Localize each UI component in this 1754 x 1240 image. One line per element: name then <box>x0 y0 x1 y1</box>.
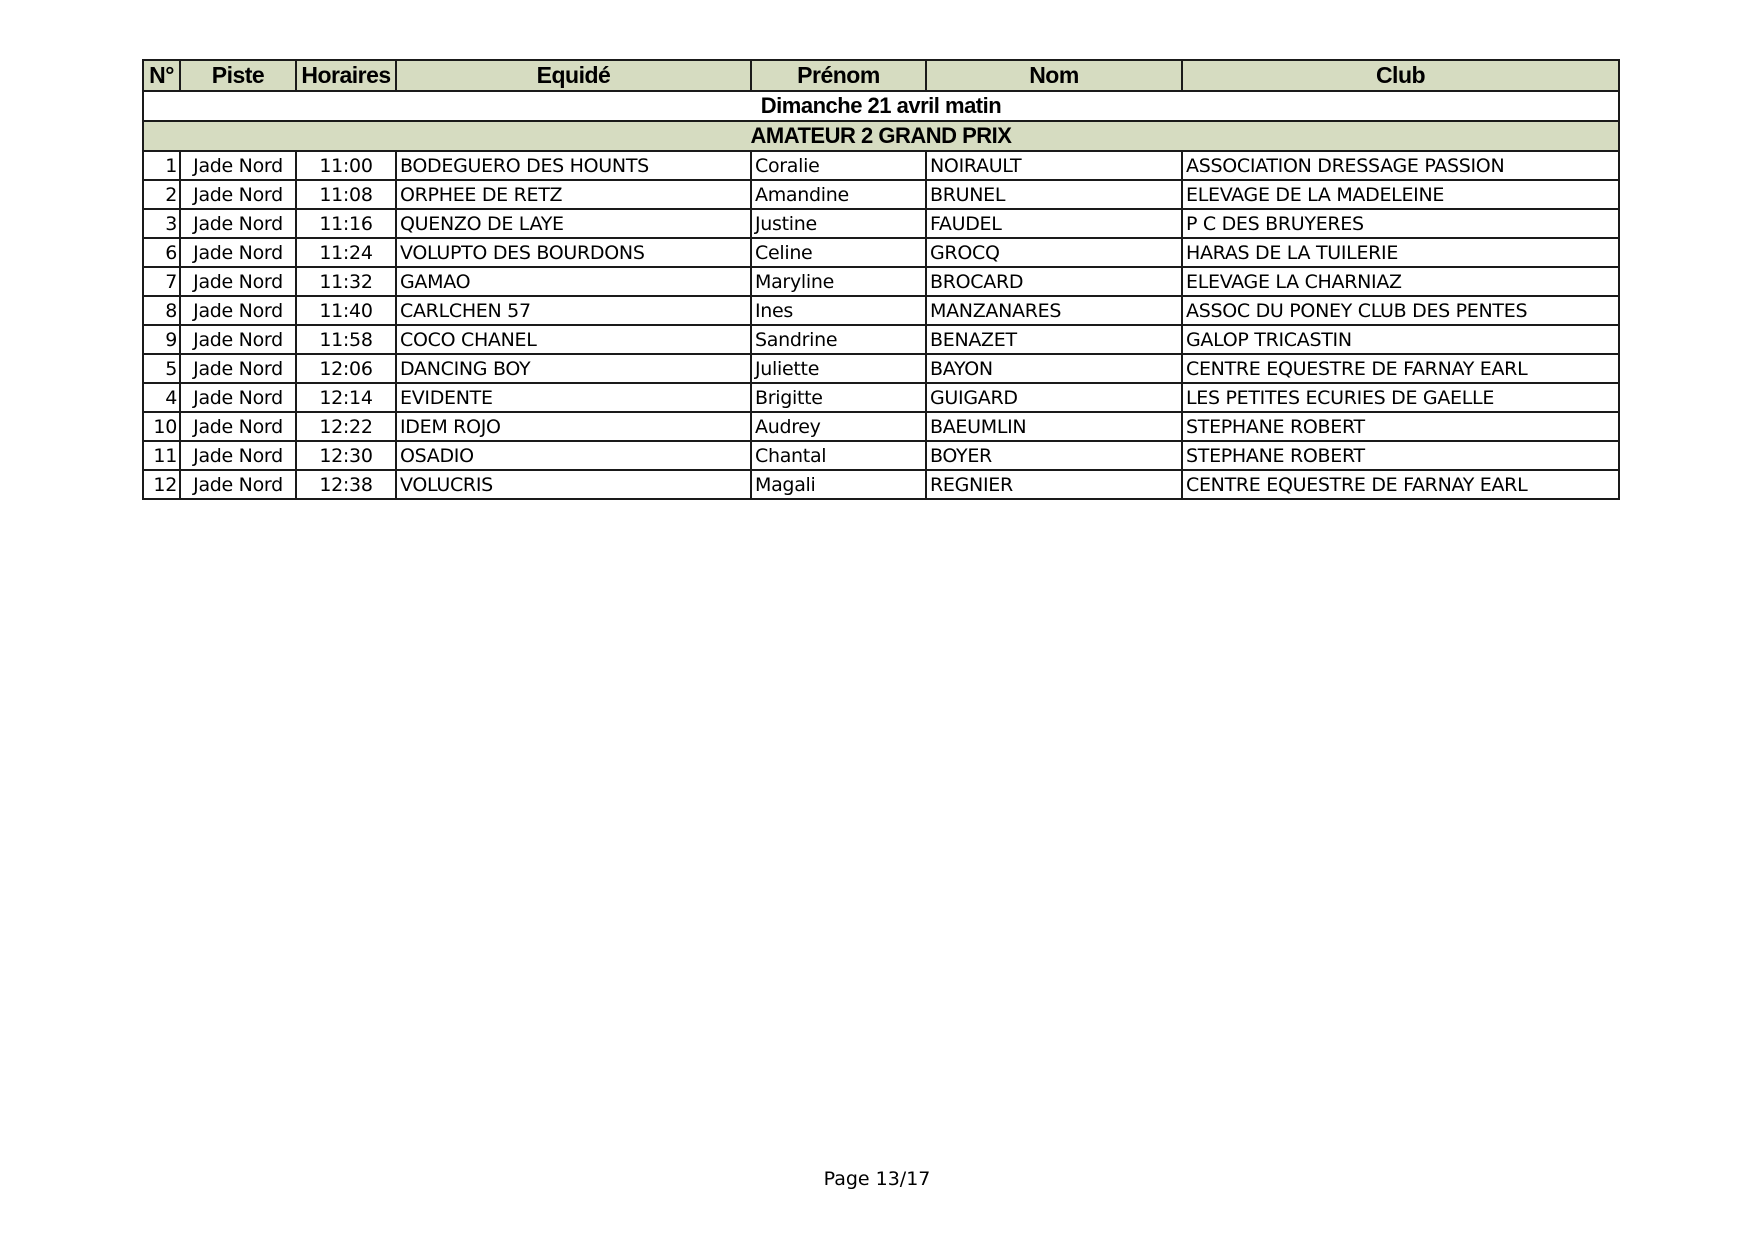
cell-num: 3 <box>143 209 180 238</box>
cell-num: 6 <box>143 238 180 267</box>
cell-horse: GAMAO <box>396 267 751 296</box>
cell-first-name: Sandrine <box>751 325 926 354</box>
category-label: AMATEUR 2 GRAND PRIX <box>143 121 1619 151</box>
table-row <box>143 180 1619 209</box>
cell-horse: ORPHEE DE RETZ <box>396 180 751 209</box>
cell-last-name: BENAZET <box>926 325 1182 354</box>
table-row <box>143 238 1619 267</box>
cell-last-name: MANZANARES <box>926 296 1182 325</box>
table-row <box>143 383 1619 412</box>
cell-horse: VOLUPTO DES BOURDONS <box>396 238 751 267</box>
cell-horse: CARLCHEN 57 <box>396 296 751 325</box>
cell-horse: BODEGUERO DES HOUNTS <box>396 151 751 180</box>
header-num: N° <box>143 60 180 91</box>
cell-club: HARAS DE LA TUILERIE <box>1182 238 1619 267</box>
cell-first-name: Magali <box>751 470 926 499</box>
cell-time: 12:22 <box>296 412 396 441</box>
cell-num: 8 <box>143 296 180 325</box>
cell-num: 2 <box>143 180 180 209</box>
cell-last-name: BROCARD <box>926 267 1182 296</box>
cell-first-name: Amandine <box>751 180 926 209</box>
cell-horse: EVIDENTE <box>396 383 751 412</box>
day-label: Dimanche 21 avril matin <box>143 91 1619 121</box>
cell-num: 4 <box>143 383 180 412</box>
cell-last-name: BAEUMLIN <box>926 412 1182 441</box>
cell-piste: Jade Nord <box>180 412 296 441</box>
cell-last-name: BOYER <box>926 441 1182 470</box>
cell-num: 9 <box>143 325 180 354</box>
header-horaires: Horaires <box>296 60 396 91</box>
cell-club: ASSOC DU PONEY CLUB DES PENTES <box>1182 296 1619 325</box>
cell-num: 1 <box>143 151 180 180</box>
cell-time: 11:08 <box>296 180 396 209</box>
cell-first-name: Chantal <box>751 441 926 470</box>
cell-piste: Jade Nord <box>180 151 296 180</box>
table-row <box>143 354 1619 383</box>
header-prenom: Prénom <box>751 60 926 91</box>
cell-club: ELEVAGE DE LA MADELEINE <box>1182 180 1619 209</box>
table-row <box>143 325 1619 354</box>
cell-horse: OSADIO <box>396 441 751 470</box>
header-nom: Nom <box>926 60 1182 91</box>
cell-first-name: Audrey <box>751 412 926 441</box>
cell-num: 5 <box>143 354 180 383</box>
cell-last-name: GROCQ <box>926 238 1182 267</box>
cell-piste: Jade Nord <box>180 325 296 354</box>
cell-last-name: BAYON <box>926 354 1182 383</box>
cell-first-name: Celine <box>751 238 926 267</box>
cell-num: 12 <box>143 470 180 499</box>
cell-piste: Jade Nord <box>180 354 296 383</box>
cell-piste: Jade Nord <box>180 180 296 209</box>
cell-first-name: Maryline <box>751 267 926 296</box>
cell-time: 11:32 <box>296 267 396 296</box>
cell-num: 10 <box>143 412 180 441</box>
table-row <box>143 151 1619 180</box>
cell-piste: Jade Nord <box>180 441 296 470</box>
cell-club: P C DES BRUYERES <box>1182 209 1619 238</box>
table-row <box>143 267 1619 296</box>
cell-time: 11:24 <box>296 238 396 267</box>
cell-piste: Jade Nord <box>180 267 296 296</box>
cell-horse: COCO CHANEL <box>396 325 751 354</box>
cell-last-name: GUIGARD <box>926 383 1182 412</box>
header-row <box>143 60 1619 91</box>
cell-club: CENTRE EQUESTRE DE FARNAY EARL <box>1182 354 1619 383</box>
cell-time: 12:14 <box>296 383 396 412</box>
category-row <box>143 121 1619 151</box>
cell-club: ASSOCIATION DRESSAGE PASSION <box>1182 151 1619 180</box>
header-club: Club <box>1182 60 1619 91</box>
cell-piste: Jade Nord <box>180 238 296 267</box>
cell-time: 11:00 <box>296 151 396 180</box>
cell-club: GALOP TRICASTIN <box>1182 325 1619 354</box>
cell-first-name: Justine <box>751 209 926 238</box>
cell-first-name: Juliette <box>751 354 926 383</box>
cell-last-name: REGNIER <box>926 470 1182 499</box>
table-row <box>143 470 1619 499</box>
cell-time: 12:38 <box>296 470 396 499</box>
entries-body <box>143 151 1619 499</box>
table-row <box>143 209 1619 238</box>
cell-club: STEPHANE ROBERT <box>1182 441 1619 470</box>
page-number: Page 13/17 <box>823 1168 931 1190</box>
start-list-table <box>142 59 1620 500</box>
cell-club: LES PETITES ECURIES DE GAELLE <box>1182 383 1619 412</box>
cell-horse: QUENZO DE LAYE <box>396 209 751 238</box>
cell-time: 12:06 <box>296 354 396 383</box>
table-row <box>143 441 1619 470</box>
cell-last-name: BRUNEL <box>926 180 1182 209</box>
header-piste: Piste <box>180 60 296 91</box>
cell-num: 11 <box>143 441 180 470</box>
cell-horse: IDEM ROJO <box>396 412 751 441</box>
cell-club: STEPHANE ROBERT <box>1182 412 1619 441</box>
cell-club: CENTRE EQUESTRE DE FARNAY EARL <box>1182 470 1619 499</box>
cell-first-name: Ines <box>751 296 926 325</box>
day-row <box>143 91 1619 121</box>
cell-piste: Jade Nord <box>180 470 296 499</box>
cell-club: ELEVAGE LA CHARNIAZ <box>1182 267 1619 296</box>
table-row <box>143 296 1619 325</box>
cell-last-name: FAUDEL <box>926 209 1182 238</box>
cell-horse: VOLUCRIS <box>396 470 751 499</box>
cell-first-name: Brigitte <box>751 383 926 412</box>
cell-time: 11:40 <box>296 296 396 325</box>
cell-time: 11:16 <box>296 209 396 238</box>
cell-piste: Jade Nord <box>180 296 296 325</box>
cell-piste: Jade Nord <box>180 209 296 238</box>
cell-time: 11:58 <box>296 325 396 354</box>
table-row <box>143 412 1619 441</box>
cell-num: 7 <box>143 267 180 296</box>
cell-time: 12:30 <box>296 441 396 470</box>
cell-last-name: NOIRAULT <box>926 151 1182 180</box>
cell-horse: DANCING BOY <box>396 354 751 383</box>
cell-first-name: Coralie <box>751 151 926 180</box>
cell-piste: Jade Nord <box>180 383 296 412</box>
header-equide: Equidé <box>396 60 751 91</box>
